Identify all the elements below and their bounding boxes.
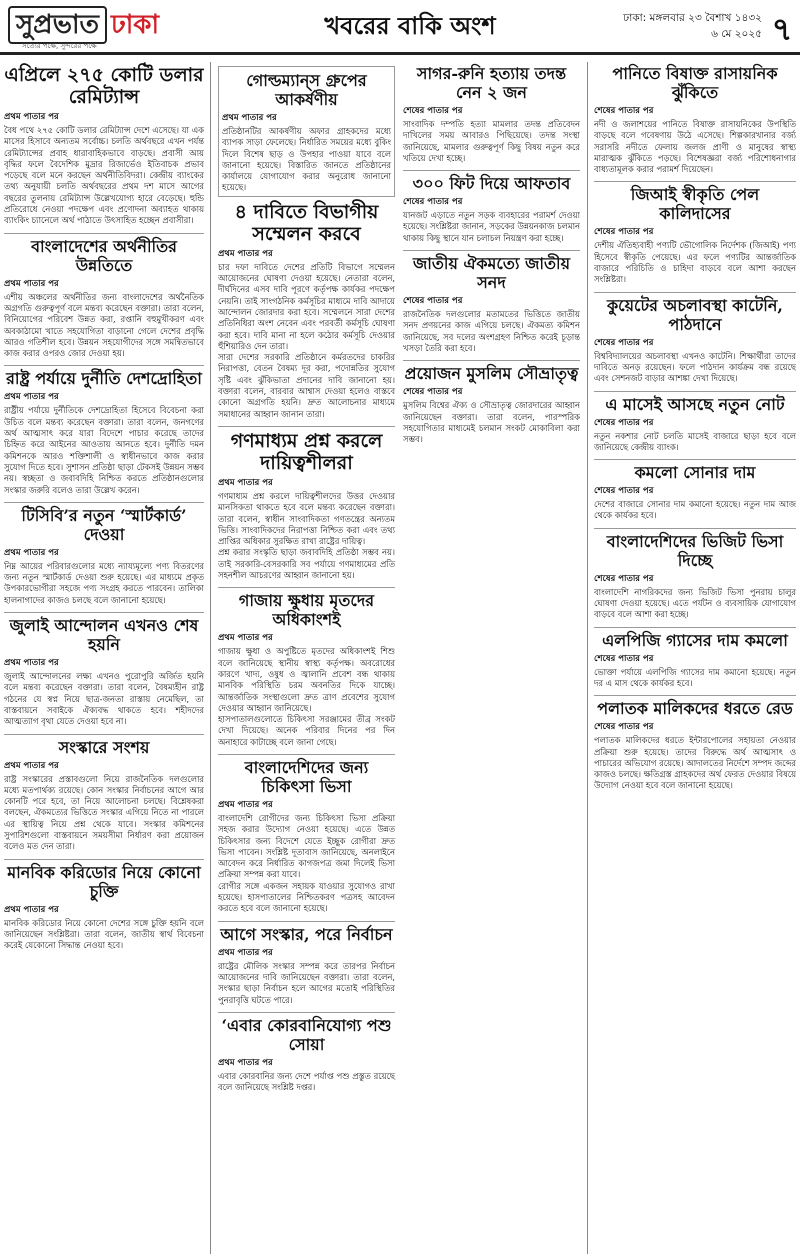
article-body: ভোক্তা পর্যায়ে এলপিজি গ্যাসের দাম কমানো হয়েছে। নতুন দর এ মাস থেকে কার্যকর হবে।: [594, 666, 796, 688]
article-gaza-hunger[interactable]: [218, 591, 395, 748]
article-body: জুলাই আন্দোলনের লক্ষ্য এখনও পুরোপুরি অর্জিত হয়নি বলে মন্তব্য করেছেন বক্তারা। তারা বলেন, বৈষম্যহীন রাষ্ট্র গঠনের যে স্বপ্ন নিয়ে ছাত্র-জনতা রাস্তায় নেমেছিল, তা বাস্তবায়নে সবাইকে ঐক্যবদ্ধ থাকতে হবে। শহীদদের আত্মত্যাগ বৃথা যেতে দেওয়া হবে না।: [4, 671, 204, 727]
article-headline: আগে সংস্কার, পরে নির্বাচন: [220, 924, 393, 944]
divider: [4, 365, 204, 366]
masthead: [0, 0, 800, 55]
article-body: সাংবাদিক দম্পতি হত্যা মামলার তদন্ত প্রতিবেদন দাখিলের সময় আবারও পিছিয়েছে। তদন্ত সংস্থা জানিয়েছে, মামলার গুরুত্বপূর্ণ কিছু বিষয় নতুন করে খতিয়ে দেখা হচ্ছে।: [403, 119, 580, 163]
article-body: নতুন নকশার নোট চলতি মাসেই বাজারে ছাড়া হবে বলে জানিয়েছে কেন্দ্রীয় ব্যাংক।: [594, 430, 796, 452]
article-headline: ৪ দাবিতে বিভাগীয় সম্মেলন করবে: [234, 200, 379, 245]
article-medical-visa[interactable]: [218, 758, 395, 915]
divider: [218, 921, 395, 922]
divider: [403, 360, 580, 361]
article-headline: এলপিজি গ্যাসের দাম কমলো: [602, 630, 788, 650]
divider: [4, 612, 204, 613]
divider: [594, 627, 796, 628]
divider: [594, 459, 796, 460]
article-media-question[interactable]: [218, 430, 395, 581]
jump-label: শেষের পাতার পর: [403, 296, 463, 307]
article-columns: [4, 62, 796, 1254]
article-headline: কমলো সোনার দাম: [634, 463, 756, 483]
article-body: পলাতক মালিকদের ধরতে ইন্টারপোলের সহায়তা নেওয়ার প্রক্রিয়া শুরু হয়েছে। তাদের বিরুদ্ধে অর্থ আত্মসাৎ ও পাচারের অভিযোগ রয়েছে। আদালতের নির্দেশে সম্পদ জব্দের কাজও চলছে। ক্ষতিগ্রস্ত গ্রাহকদের অর্থ ফেরত দেওয়ার বিষয়ে উদ্যোগ নেওয়া হবে বলে জানানো হয়েছে।: [594, 735, 796, 791]
article-body: এশীয় অঞ্চলের অর্থনীতির জন্য বাংলাদেশের অর্থনৈতিক অগ্রগতি গুরুত্বপূর্ণ বলে মন্তব্য করেছেন বক্তারা। তারা বলেন, বিনিয়োগের পরিবেশ উন্নত করা, রপ্তানি বহুমুখীকরণ এবং অবকাঠামো খাতে সহযোগিতা বাড়ানো গেলে দেশের প্রবৃদ্ধি আরও গতিশীল হবে। উন্নয়ন সহযোগীদের সঙ্গে সমন্বিতভাবে কাজ করার ওপরও জোর দেওয়া হয়।: [4, 291, 204, 359]
divider: [4, 502, 204, 503]
article-body: যানজট এড়াতে নতুন সড়ক ব্যবহারের পরামর্শ দেওয়া হয়েছে। সংশ্লিষ্টরা জানান, সড়কের উন্নয়নকাজ চলমান থাকায় কিছু স্থানে যান চলাচল নিয়ন্ত্রণ করা হচ্ছে।: [403, 210, 580, 243]
date-bangla: ঢাকা: মঙ্গলবার ২৩ বৈশাখ ১৪৩২: [623, 12, 762, 24]
divider: [218, 587, 395, 588]
article-headline: রাষ্ট্র পর্যায়ে দুর্নীতি দেশদ্রোহিতা: [6, 369, 202, 389]
divider: [218, 754, 395, 755]
article-body-continued: প্রশ্ন করার সংস্কৃতি ছাড়া জবাবদিহি প্রতিষ্ঠা সম্ভব নয়। তাই সরকারি-বেসরকারি সব পর্যায়ে গণমাধ্যমের প্রতি সহনশীল আচরণের আহ্বান জানানো হয়।: [218, 547, 395, 581]
article-fugitive-owners[interactable]: [594, 699, 796, 791]
article-body: নদী ও জলাশয়ের পানিতে বিষাক্ত রাসায়নিকের উপস্থিতি বাড়ছে বলে গবেষণায় উঠে এসেছে। শিল্পকারখানার বর্জ্য সরাসরি নদীতে ফেলায় জলজ প্রাণী ও মানুষের স্বাস্থ্য মারাত্মক ঝুঁকিতে পড়ছে। বিশেষজ্ঞরা বর্জ্য পরিশোধনাগার বাধ্যতামূলক করার পরামর্শ দিয়েছেন।: [594, 119, 796, 175]
article-headline: গোল্ডম্যান্‌স গ্রুপের আকর্ষণীয়: [246, 71, 367, 109]
article-corruption[interactable]: [4, 369, 204, 495]
article-remittance[interactable]: [4, 64, 204, 227]
jump-label: প্রথম পাতার পর: [4, 904, 59, 915]
article-gold-price[interactable]: [594, 463, 796, 522]
jump-label: শেষের পাতার পর: [594, 722, 654, 733]
logo-tagline: সত্যের পক্ষে, সুন্দরের পক্ষে: [22, 42, 97, 50]
center-split: [218, 62, 580, 1099]
article-humanitarian-corridor[interactable]: [4, 863, 204, 952]
article-headline: জুলাই আন্দোলন এখনও শেষ হয়নি: [9, 616, 199, 655]
jump-label: প্রথম পাতার পর: [218, 947, 273, 958]
article-headline: পানিতে বিষাক্ত রাসায়নিক ঝুঁকিতে: [612, 64, 778, 102]
column-right: [594, 62, 796, 1254]
article-lpg-price[interactable]: [594, 631, 796, 690]
jump-label: শেষের পাতার পর: [594, 573, 654, 584]
jump-label: প্রথম পাতার পর: [4, 547, 59, 558]
article-toxic-water[interactable]: [594, 64, 796, 175]
article-headline: প্রয়োজন মুসলিম সৌভ্রাতৃত্ব: [404, 364, 579, 384]
dateline: [572, 10, 762, 42]
divider: [218, 426, 395, 427]
article-new-notes[interactable]: [594, 395, 796, 454]
article-headline: টিসিবি’র নতুন ‘স্মার্টকার্ড’ দেওয়া: [21, 505, 187, 544]
jump-label: প্রথম পাতার পর: [4, 112, 59, 122]
article-body: প্রতিষ্ঠানটির আকর্ষণীয় অফার গ্রাহকদের মধ্যে ব্যাপক সাড়া ফেলেছে। নির্ধারিত সময়ের মধ্যে বুকিং দিলে বিশেষ ছাড় ও উপহার পাওয়া যাবে বলে জানানো হয়েছে। বিস্তারিত জানতে প্রতিষ্ঠানের কার্যালয়ে যোগাযোগ করার অনুরোধ জানানো হয়েছে।: [222, 126, 391, 193]
jump-label: শেষের পাতার পর: [403, 197, 463, 208]
article-headline: বাংলাদেশিদের জন্য চিকিৎসা ভিসা: [244, 757, 369, 796]
article-goldmans[interactable]: [218, 66, 395, 197]
article-reform-first[interactable]: [218, 925, 395, 1006]
divider: [594, 528, 796, 529]
article-body: এবার কোরবানির জন্য দেশে পর্যাপ্ত পশু প্রস্তুত রয়েছে বলে জানিয়েছে সংশ্লিষ্ট দপ্তর।: [218, 1070, 395, 1093]
jump-label: প্রথম পাতার পর: [218, 477, 273, 488]
jump-label: প্রথম পাতার পর: [222, 113, 277, 123]
article-body: রাষ্ট্রের মৌলিক সংস্কার সম্পন্ন করে তারপর নির্বাচন আয়োজনের দাবি জানিয়েছেন বক্তারা। তারা বলেন, সংস্কার ছাড়া নির্বাচন হলে আগের মতোই পরিস্থিতির পুনরাবৃত্তি ঘটতে পারে।: [218, 960, 395, 1005]
divider: [594, 695, 796, 696]
article-headline: মানবিক করিডোর নিয়ে কোনো চুক্তি: [7, 862, 201, 901]
divider: [4, 859, 204, 860]
article-body-continued: হাসপাতালগুলোতে চিকিৎসা সরঞ্জামের তীব্র সংকট দেখা দিয়েছে। অনেক পরিবার দিনের পর দিন অনাহারে কাটাচ্ছে বলে জানা গেছে।: [218, 714, 395, 747]
jump-label: প্রথম পাতার পর: [4, 658, 59, 669]
jump-label: শেষের পাতার পর: [594, 106, 654, 116]
article-body: বাংলাদেশি নাগরিকদের জন্য ভিজিট ভিসা পুনরায় চালুর ঘোষণা দেওয়া হয়েছে। এতে পর্যটন ও ব্যবসায়িক যোগাযোগ বাড়বে বলে আশা করা হচ্ছে।: [594, 586, 796, 620]
section-title: খবরের বাকি অংশ: [324, 11, 496, 40]
article-headline: ‘এবার কোরবানিযোগ্য পশু সোয়া: [221, 1015, 392, 1054]
jump-label: শেষের পাতার পর: [594, 653, 654, 664]
logo-text: সুপ্রভাত: [8, 6, 107, 44]
article-body-continued: সারা দেশের সরকারি প্রতিষ্ঠানে কর্মরতদের চাকরির নিরাপত্তা, বেতন বৈষম্য দূর করা, পদোন্নতির সুযোগ সৃষ্টি এবং ঝুঁকিভাতা প্রদানের দাবি জানানো হয়। বক্তারা বলেন, বারবার আশ্বাস দেওয়া হলেও বাস্তবে কোনো অগ্রগতি হয়নি। দ্রুত আলোচনার মাধ্যমে সমাধানের আহ্বান জানান তারা।: [218, 352, 395, 419]
article-headline: সাগর-রুনি হত্যায় তদন্ত নেন ২ জন: [416, 64, 567, 102]
divider: [403, 250, 580, 251]
article-body: মানবিক করিডোর নিয়ে কোনো দেশের সঙ্গে চুক্তি হয়নি বলে জানিয়েছেন সংশ্লিষ্টরা। তারা বলেন, জাতীয় স্বার্থ বিবেচনা করেই যেকোনো সিদ্ধান্ত নেওয়া হবে।: [4, 917, 204, 951]
page-number: ৭: [771, 10, 793, 48]
jump-label: শেষের পাতার পর: [403, 387, 463, 398]
jump-label: প্রথম পাতার পর: [218, 248, 273, 259]
column-divider: [210, 62, 211, 1254]
jump-label: প্রথম পাতার পর: [218, 633, 273, 644]
article-muslim-brotherhood[interactable]: [403, 364, 580, 445]
article-tcb-smartcard[interactable]: [4, 506, 204, 606]
article-headline: জাতীয় ঐকমত্যে জাতীয় সনদ: [412, 254, 571, 293]
divider: [4, 734, 204, 735]
jump-label: শেষের পাতার পর: [594, 486, 654, 497]
jump-label: শেষের পাতার পর: [594, 337, 654, 348]
article-body: দেশের বাজারে সোনার দাম কমানো হয়েছে। নতুন দাম আজ থেকে কার্যকর হবে।: [594, 499, 796, 521]
jump-label: প্রথম পাতার পর: [4, 392, 59, 403]
article-body: বাংলাদেশি রোগীদের জন্য চিকিৎসা ভিসা প্রক্রিয়া সহজ করার উদ্যোগ নেওয়া হয়েছে। এতে উন্নত চিকিৎসার জন্য বিদেশে যেতে ইচ্ছুক রোগীরা দ্রুত ভিসা পাবেন। সংশ্লিষ্ট দূতাবাস জানিয়েছে, অনলাইনে আবেদন করে নির্ধারিত কাগজপত্র জমা দিলেই ভিসা প্রক্রিয়া সম্পন্ন করা যাবে।: [218, 812, 395, 880]
article-four-demands[interactable]: [218, 201, 395, 420]
jump-label: প্রথম পাতার পর: [4, 278, 59, 289]
article-body: রাষ্ট্রীয় পর্যায়ে দুর্নীতিকে দেশদ্রোহিতা হিসেবে বিবেচনা করা উচিত বলে মন্তব্য করেছেন বক্তারা। তারা বলেন, জনগণের অর্থ আত্মসাৎ করে যারা বিদেশে পাচার করেছে তাদের চিহ্নিত করে আইনের আওতায় আনতে হবে। দুর্নীতি দমন কমিশনকে আরও শক্তিশালী ও স্বাধীনভাবে কাজ করার সুযোগ দিতে হবে। সুশাসন প্রতিষ্ঠা ছাড়া টেকসই উন্নয়ন সম্ভব নয়। স্বচ্ছতা ও জবাবদিহি নিশ্চিত করতে প্রতিষ্ঠানগুলোর সংস্কার জরুরি বলেও তারা উল্লেখ করেন।: [4, 405, 204, 495]
article-headline: সংস্কারে সংশয়: [58, 737, 150, 757]
article-july-movement[interactable]: [4, 616, 204, 727]
article-300-feet[interactable]: [403, 174, 580, 244]
article-body: নিম্ন আয়ের পরিবারগুলোর মধ্যে ন্যায্যমূল্যে পণ্য বিতরণের জন্য নতুন স্মার্টকার্ড দেওয়া শুরু হয়েছে। এর মাধ্যমে প্রকৃত উপকারভোগীরা সহজে পণ্য সংগ্রহ করতে পারবেন। তালিকা হালনাগাদের কাজও চলছে বলে জানানো হয়েছে।: [4, 560, 204, 605]
jump-label: প্রথম পাতার পর: [218, 1057, 273, 1068]
jump-label: শেষের পাতার পর: [594, 417, 654, 428]
article-visit-visa[interactable]: [594, 532, 796, 621]
article-body: রাষ্ট্র সংস্কারের প্রস্তাবগুলো নিয়ে রাজনৈতিক দলগুলোর মধ্যে মতপার্থক্য রয়েছে। কোন সংস্কার নির্বাচনের আগে আর কোনটি পরে হবে, তা নিয়ে আলোচনা চলছে। বিশ্লেষকরা বলছেন, ঐকমত্যের ভিত্তিতে সংস্কার এগিয়ে নিতে না পারলে এর স্থায়িত্ব নিয়ে প্রশ্ন থেকে যাবে। সংস্কার কমিশনের সুপারিশগুলো বাস্তবায়নে সময়সীমা নির্ধারণ করা প্রয়োজন বলেও মত দেন তারা।: [4, 773, 204, 852]
column-divider: [587, 62, 588, 1254]
divider: [218, 1012, 395, 1013]
article-body: গাজায় ক্ষুধা ও অপুষ্টিতে মৃতদের অধিকাংশই শিশু বলে জানিয়েছে স্থানীয় স্বাস্থ্য কর্তৃপক্ষ। অবরোধের কারণে খাদ্য, ওষুধ ও জ্বালানি প্রবেশ বন্ধ থাকায় মানবিক পরিস্থিতি চরম অবনতির দিকে যাচ্ছে। আন্তর্জাতিক সংস্থাগুলো দ্রুত ত্রাণ প্রবেশের সুযোগ দেওয়ার আহ্বান জানিয়েছে।: [218, 646, 395, 713]
logo-city: ঢাকা: [111, 10, 159, 40]
newspaper-logo[interactable]: [8, 6, 159, 44]
article-body: বিশ্ববিদ্যালয়ের অচলাবস্থা এখনও কাটেনি। শিক্ষার্থীরা তাদের দাবিতে অনড় রয়েছেন। ফলে পাঠদান কার্যক্রম বন্ধ রয়েছে এবং সেশনজট বাড়ার আশঙ্কা দেখা দিয়েছে।: [594, 350, 796, 384]
divider: [594, 391, 796, 392]
article-headline: গাজায় ক্ষুধায় মৃতদের অধিকাংশই: [238, 591, 375, 630]
article-headline: বাংলাদেশের অর্থনীতির উন্নতিতে: [31, 236, 177, 275]
divider: [403, 170, 580, 171]
divider: [594, 292, 796, 293]
divider: [4, 233, 204, 234]
article-body: দেশীয় ঐতিহ্যবাহী পণ্যটি ভৌগোলিক নির্দেশক (জিআই) পণ্য হিসেবে স্বীকৃতি পেয়েছে। এর ফলে পণ্যটির আন্তর্জাতিক বাজারে পরিচিতি ও চাহিদা বাড়বে বলে আশা করছেন সংশ্লিষ্টরা।: [594, 240, 796, 285]
article-headline: গণমাধ্যম প্রশ্ন করলে দায়িত্বশীলরা: [230, 429, 383, 474]
jump-label: শেষের পাতার পর: [594, 227, 654, 238]
center-left: [218, 62, 395, 1099]
article-headline: এ মাসেই আসছে নতুন নোট: [605, 394, 785, 414]
column-left: [4, 62, 204, 1254]
article-kuet-deadlock[interactable]: [594, 296, 796, 385]
article-body: বৈধ পথে ২৭৫ কোটি ডলার রেমিট্যান্স দেশে এসেছে। যা এক মাসের হিসাবে অন্যতম সর্বোচ্চ। চলতি অর্থবছরে এখন পর্যন্ত রেমিট্যান্সের প্রবাহ ধারাবাহিকভাবে বাড়ছে। প্রবাসী আয় বৃদ্ধির ফলে বৈদেশিক মুদ্রার রিজার্ভেও ইতিবাচক প্রভাব পড়েছে বলে মনে করছেন অর্থনীতিবিদরা। কেন্দ্রীয় ব্যাংকের তথ্য অনুযায়ী চলতি অর্থবছরের প্রথম দশ মাসে আগের বছরের তুলনায় রেমিট্যান্স উল্লেখযোগ্য হারে বেড়েছে। হুন্ডি প্রতিরোধে নেওয়া পদক্ষেপ এবং প্রণোদনা অব্যাহত থাকায় ব্যাংকিং চ্যানেলে অর্থ পাঠাতে উৎসাহিত হচ্ছেন প্রবাসীরা।: [4, 125, 204, 226]
article-economy[interactable]: [4, 237, 204, 360]
article-headline: জিআই স্বীকৃতি পেল কালিদাসের: [630, 185, 760, 224]
article-body: গণমাধ্যম প্রশ্ন করলে দায়িত্বশীলদের উত্তর দেওয়ার মানসিকতা থাকতে হবে বলে মন্তব্য করেছেন বক্তারা। তারা বলেন, স্বাধীন সাংবাদিকতা গণতন্ত্রের অন্যতম ভিত্তি। সাংবাদিকদের নিরাপত্তা নিশ্চিত করা এবং তথ্য প্রাপ্তির অধিকার সুরক্ষিত রাখা রাষ্ট্রের দায়িত্ব।: [218, 490, 395, 547]
article-headline: কুয়েটের অচলাবস্থা কাটেনি, পাঠদানে: [606, 295, 783, 334]
divider: [594, 181, 796, 182]
article-headline: ৩০০ ফিট দিয়ে আফতাব: [412, 174, 571, 194]
article-headline: এপ্রিলে ২৭৫ কোটি ডলার রেমিট্যান্স: [4, 64, 204, 108]
article-body-continued: রোগীর সঙ্গে একজন সহায়ক যাওয়ার সুযোগও রাখা হয়েছে। হাসপাতালের নিশ্চিতকরণ পত্রসহ আবেদন করতে হবে বলে জানানো হয়েছে।: [218, 880, 395, 914]
article-national-charter[interactable]: [403, 254, 580, 354]
article-gi-recognition[interactable]: [594, 185, 796, 285]
jump-label: প্রথম পাতার পর: [218, 799, 273, 810]
article-reform-doubt[interactable]: [4, 738, 204, 853]
article-body: মুসলিম বিশ্বের ঐক্য ও সৌভ্রাতৃত্ব জোরদারের আহ্বান জানিয়েছেন বক্তারা। তারা বলেন, পারস্পরিক সহযোগিতার মাধ্যমেই চলমান সংকট মোকাবিলা করা সম্ভব।: [403, 400, 580, 445]
date-english: ৬ মে ২০২৫: [711, 28, 762, 40]
jump-label: শেষের পাতার পর: [403, 106, 463, 116]
center-right: [403, 62, 580, 1099]
article-sagar-runi[interactable]: [403, 64, 580, 164]
article-headline: পলাতক মালিকদের ধরতে রেড: [597, 699, 793, 719]
article-body: চার দফা দাবিতে দেশের প্রতিটি বিভাগে সম্মেলন আয়োজনের ঘোষণা দেওয়া হয়েছে। নেতারা বলেন, দীর্ঘদিনের এসব দাবি পূরণে কর্তৃপক্ষ কার্যকর পদক্ষেপ নেয়নি। তাই সাংগঠনিক কর্মসূচির মাধ্যমে দাবি আদায়ে আন্দোলন জোরদার করা হবে। সম্মেলনে সারা দেশের প্রতিনিধিরা অংশ নেবেন এবং পরবর্তী কর্মসূচি ঘোষণা করা হবে। দাবি মানা না হলে কঠোর কর্মসূচি দেওয়ার হুঁশিয়ারিও দেন তারা।: [218, 261, 395, 351]
article-qurbani-animals[interactable]: [218, 1016, 395, 1094]
article-body: রাজনৈতিক দলগুলোর মতামতের ভিত্তিতে জাতীয় সনদ প্রণয়নের কাজ এগিয়ে চলছে। ঐকমত্য কমিশন জানিয়েছে, সব দলের অংশগ্রহণ নিশ্চিত করেই চূড়ান্ত খসড়া তৈরি করা হবে।: [403, 309, 580, 353]
jump-label: প্রথম পাতার পর: [4, 760, 59, 771]
article-headline: বাংলাদেশিদের ভিজিট ভিসা দিচ্ছে: [606, 531, 784, 570]
column-center: [218, 62, 580, 1254]
